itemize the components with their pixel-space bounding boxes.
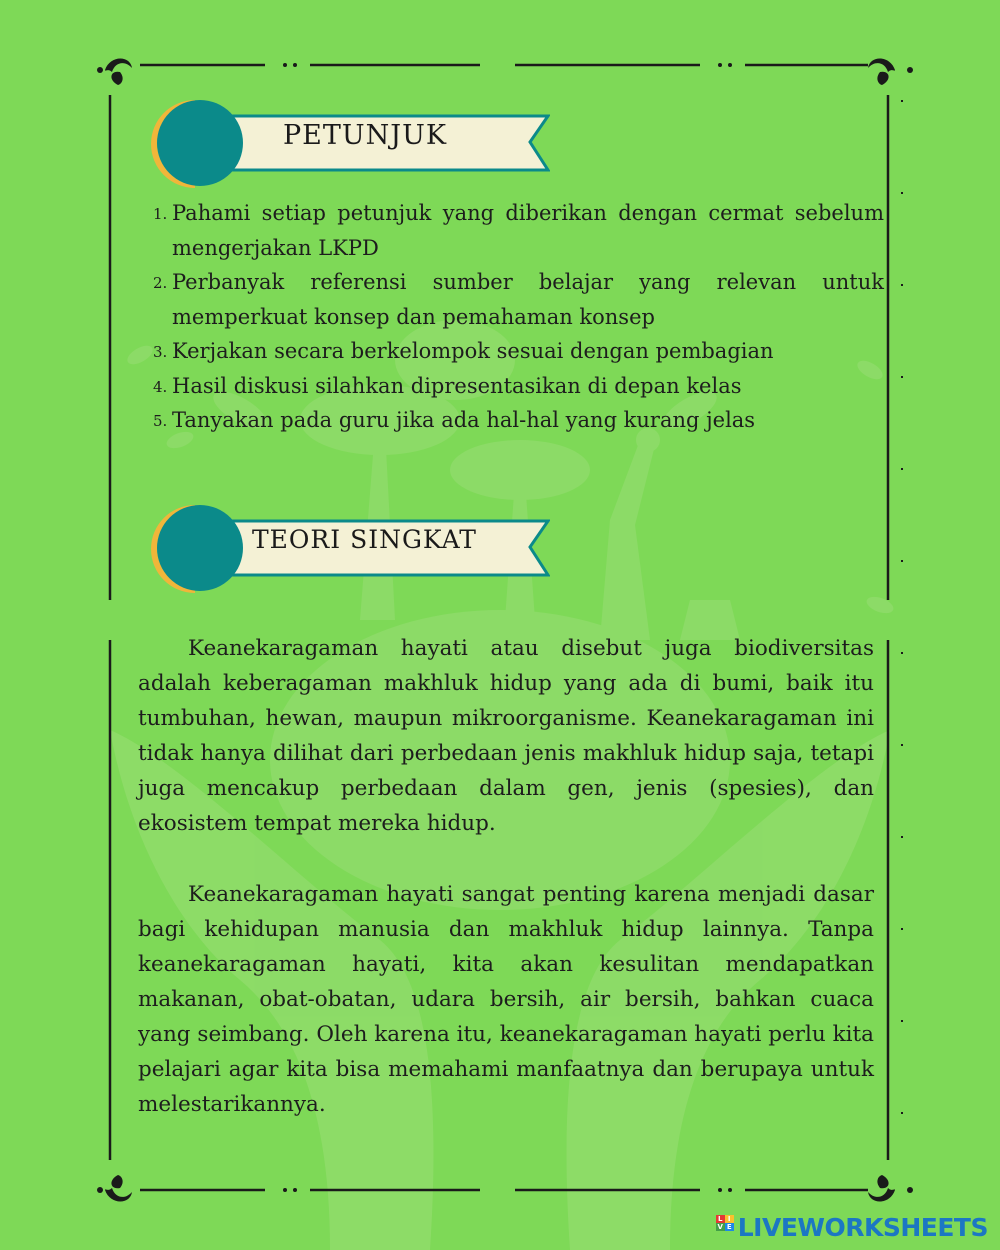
brand-wordmark: LIVEWORKSHEETS bbox=[737, 1212, 988, 1242]
corner-ornament-top-right bbox=[868, 58, 913, 85]
theory-paragraph-1: Keanekaragaman hayati atau disebut juga biodiversitas adalah keberagaman makhluk hidup yang ada di bumi, baik itu tumbuhan, hewan, maupun mikroorganisme. Keanekaragaman ini tidak hanya dilihat dari perbedaan jenis makhluk hidup saja, tetapi juga mencakup perbedaan dalam gen, jenis (spesies), dan ekosistem tempat mereka hidup. bbox=[138, 636, 874, 836]
list-item: 3. Kerjakan secara berkelompok sesuai dengan pembagian bbox=[153, 339, 774, 363]
instruction-list bbox=[153, 196, 884, 438]
teori-banner bbox=[150, 503, 550, 593]
liveworksheets-logo bbox=[716, 1212, 988, 1242]
list-item: 2. Perbanyak referensi sumber belajar yang relevan untuk memperkuat konsep dan pemahaman konsep bbox=[153, 270, 884, 329]
list-item: 1. Pahami setiap petunjuk yang diberikan dengan cermat sebelum mengerjakan LKPD bbox=[153, 201, 884, 260]
petunjuk-banner bbox=[150, 98, 550, 188]
list-item: 4. Hasil diskusi silahkan dipresentasikan di depan kelas bbox=[153, 373, 742, 398]
corner-ornament-bottom-left bbox=[97, 1175, 132, 1202]
corner-ornament-top-left bbox=[97, 58, 132, 85]
list-item: 5. Tanyakan pada guru jika ada hal-hal yang kurang jelas bbox=[153, 408, 756, 432]
section-title: PETUNJUK bbox=[283, 120, 448, 151]
logo-icon: L I V E bbox=[716, 1215, 734, 1239]
theory-paragraph-2: Keanekaragaman hayati sangat penting karena menjadi dasar bagi kehidupan manusia dan makhluk hidup lainnya. Tanpa keanekaragaman hayati, kita akan kesulitan mendapatkan makanan, obat-obatan, udara bersih, air bersih, bahkan cuaca yang seimbang. Oleh karena itu, keanekaragaman hayati perlu kita pelajari agar kita bisa memahami manfaatnya dan berupaya untuk melestarikannya. bbox=[138, 882, 874, 1117]
corner-ornament-bottom-right bbox=[868, 1175, 913, 1202]
section-title: TEORI SINGKAT bbox=[252, 525, 477, 554]
